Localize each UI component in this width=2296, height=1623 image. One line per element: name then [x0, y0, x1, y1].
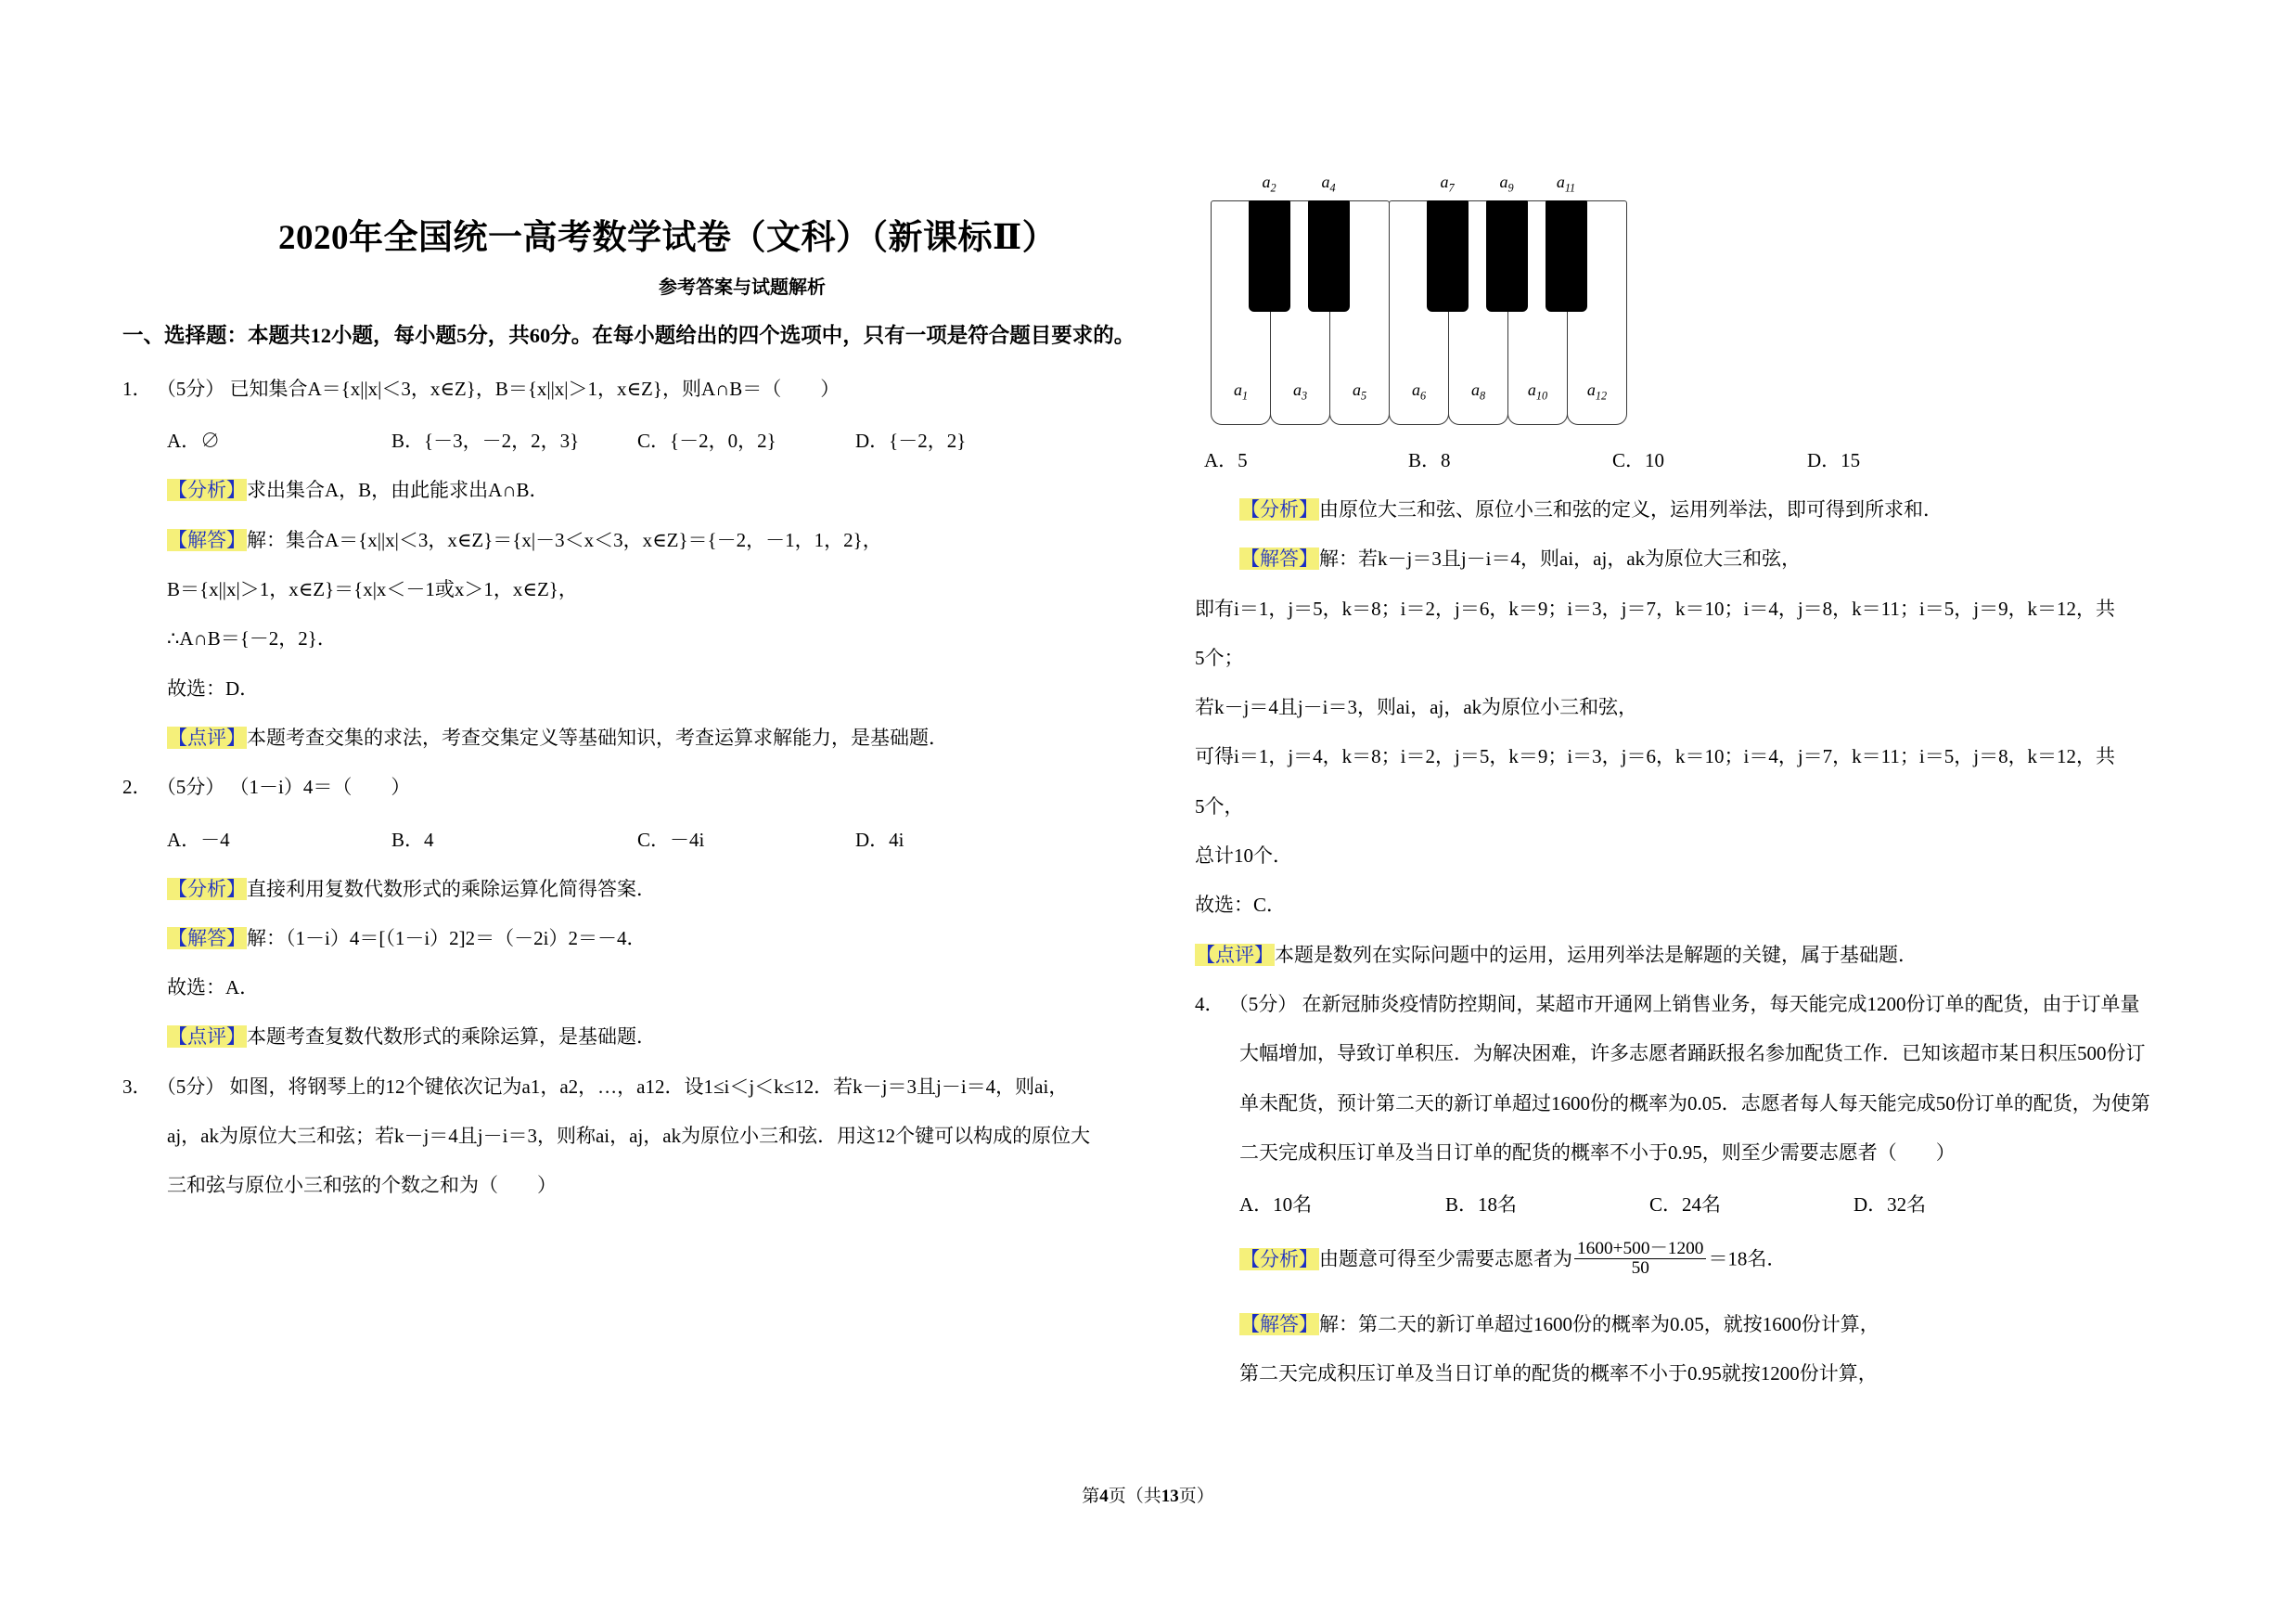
- option-label: B．: [1445, 1193, 1479, 1217]
- piano-black-key-a9: [1486, 200, 1528, 312]
- page-subtitle: 参考答案与试题解析: [659, 277, 826, 298]
- question-1-number: 1．: [122, 378, 152, 401]
- question-4-analysis: [1195, 1239, 2243, 1281]
- question-4-answer: [1195, 1312, 2243, 1337]
- footer-total-pages: 13: [1161, 1487, 1179, 1506]
- answer-text: 解：（1－i）4＝[（1－i）2]2＝（－2i）2＝－4．: [247, 926, 647, 949]
- option-text: －4i: [670, 828, 705, 851]
- question-1-option-b[interactable]: [391, 426, 579, 454]
- option-label: A．: [1204, 449, 1238, 471]
- fraction-denominator: 50: [1631, 1258, 1649, 1279]
- answer-text: 解：第二天的新订单超过1600份的概率为0.05，就按1600份计算，: [1319, 1312, 1879, 1335]
- answer-tag: 【解答】: [168, 528, 246, 551]
- option-label: D．: [1807, 449, 1841, 471]
- analysis-prefix: 由题意可得至少需要志愿者为: [1319, 1247, 1572, 1270]
- piano-key-label: $a_{10}$: [1527, 380, 1548, 403]
- question-4-stem-line3: 单未配货，预计第二天的新订单超过1600份的概率为0.05．志愿者每人每天能完成50份订单的配货，为使第: [1239, 1091, 2150, 1114]
- answer-text: 解：集合A＝{x||x|＜3，x∈Z}＝{x|－3＜x＜3，x∈Z}＝{－2，－1，1，2}，: [247, 528, 882, 551]
- question-1-eq1: A＝{x||x|＜3，x∈Z}: [307, 378, 476, 401]
- question-3-answer-line2: 即有i＝1，j＝5，k＝8；i＝2，j＝6，k＝9；i＝3，j＝7，k＝10；i＝4，j＝8，k＝11；i＝5，j＝9，k＝12，共: [1195, 597, 2116, 620]
- question-3-answer-line6: 5个，: [1195, 794, 1244, 818]
- question-2-analysis: [122, 877, 1152, 902]
- option-text: 10名: [1273, 1193, 1313, 1217]
- question-1-stem: [122, 377, 1152, 402]
- option-label: B．: [391, 430, 425, 453]
- analysis-tag: 【分析】: [1240, 1247, 1318, 1270]
- option-text: 8: [1441, 449, 1451, 471]
- piano-key-label: $a_1$: [1233, 380, 1249, 403]
- question-1-score: （5分）: [156, 378, 225, 401]
- comment-tag: 【点评】: [1196, 943, 1274, 966]
- piano-keyboard-figure: [1211, 165, 1637, 430]
- piano-key-label: $a_5$: [1352, 380, 1367, 403]
- option-label: C．: [637, 430, 671, 453]
- question-4-answer-line2: 第二天完成积压订单及当日订单的配货的概率不小于0.95就按1200份计算，: [1239, 1361, 1878, 1385]
- question-4-score: （5分）: [1228, 992, 1298, 1015]
- fraction-numerator: 1600+500－1200: [1574, 1240, 1706, 1259]
- question-3-answer-line8: 故选：C．: [1195, 894, 1287, 917]
- page-title: 2020年全国统一高考数学试卷（文科）（新课标Ⅱ）: [278, 219, 1058, 257]
- question-2-number: 2．: [122, 776, 152, 799]
- analysis-text: 由原位大三和弦、原位小三和弦的定义，运用列举法，即可得到所求和．: [1319, 498, 1943, 521]
- question-4-number: 4．: [1195, 992, 1225, 1015]
- page-footer: [0, 1482, 2296, 1507]
- analysis-text: 直接利用复数代数形式的乘除运算化简得答案．: [247, 877, 656, 900]
- question-4-option-a[interactable]: [1239, 1190, 1312, 1217]
- question-3-text: 如图，将钢琴上的12个键依次记为a1，a2，…，a12．设1≤i＜j＜k≤12．若k－j＝3且j－i＝4，则ai，: [229, 1075, 1069, 1098]
- question-2-option-b[interactable]: [391, 825, 434, 853]
- question-1-answer-line2: B＝{x||x|＞1，x∈Z}＝{x|x＜－1或x＞1，x∈Z}，: [167, 578, 578, 601]
- option-label: C．: [1649, 1193, 1683, 1217]
- analysis-tag: 【分析】: [168, 877, 246, 900]
- analysis-suffix: ＝18名．: [1708, 1247, 1787, 1270]
- comment-text: 本题考查交集的求法，考查交集定义等基础知识，考查运算求解能力，是基础题．: [247, 726, 948, 749]
- question-2-answer: [122, 926, 1152, 951]
- option-label: D．: [855, 828, 890, 851]
- option-text: 18名: [1478, 1193, 1518, 1217]
- section-heading: 一、选择题：本题共12小题，每小题5分，共60分。在每小题给出的四个选项中，只有一项是符合题目要求的。: [122, 324, 1135, 347]
- question-4-option-d[interactable]: [1853, 1190, 1926, 1217]
- question-2-expression: （1－i）4＝（ ）: [229, 776, 411, 799]
- footer-suffix: 页）: [1178, 1487, 1214, 1506]
- option-label: B．: [1408, 449, 1442, 471]
- option-text: 32名: [1887, 1193, 1927, 1217]
- question-4-options: [1195, 1190, 2243, 1217]
- left-column: [122, 323, 1152, 1223]
- footer-mid: 页（共: [1108, 1487, 1161, 1506]
- comment-tag: 【点评】: [168, 1025, 246, 1049]
- option-text: {－2，0，2}: [670, 430, 776, 453]
- analysis-tag: 【分析】: [168, 479, 246, 502]
- analysis-tag: 【分析】: [1240, 498, 1318, 521]
- comment-text: 本题是数列在实际问题中的运用，运用列举法是解题的关键，属于基础题．: [1275, 943, 1918, 966]
- piano-key-label: $a_8$: [1470, 380, 1486, 403]
- question-3-answer: [1195, 547, 2243, 572]
- question-2-option-a[interactable]: [167, 825, 230, 853]
- option-text: 10: [1645, 449, 1665, 471]
- piano-key-label: $a_6$: [1411, 380, 1427, 403]
- question-3-option-d[interactable]: [1807, 445, 1860, 473]
- option-label: A．: [167, 828, 201, 851]
- option-text: 15: [1841, 449, 1861, 471]
- option-text: 4: [424, 828, 434, 851]
- question-4-stem-line4: 二天完成积压订单及当日订单的配货的概率不小于0.95，则至少需要志愿者（ ）: [1239, 1140, 1956, 1164]
- option-label: D．: [1853, 1193, 1888, 1217]
- question-3-answer-line7: 总计10个．: [1195, 844, 1292, 868]
- answer-tag: 【解答】: [168, 926, 246, 949]
- question-3-answer-line5: 可得i＝1，j＝4，k＝8；i＝2，j＝5，k＝9；i＝3，j＝6，k＝10；i＝4，j＝7，k＝11；i＝5，j＝8，k＝12，共: [1195, 745, 2116, 768]
- question-1-answer-line3: ∴A∩B＝{－2，2}．: [167, 627, 337, 650]
- question-3-comment: [1195, 943, 2243, 968]
- comment-text: 本题考查复数代数形式的乘除运算，是基础题．: [247, 1025, 656, 1049]
- option-label: A．: [1239, 1193, 1274, 1217]
- right-column: [1195, 445, 2243, 1410]
- question-1-analysis: [122, 478, 1152, 503]
- piano-black-key-a11: [1546, 200, 1587, 312]
- question-3-answer-line4: 若k－j＝4且j－i＝3，则ai，aj，ak为原位小三和弦，: [1195, 696, 1638, 719]
- option-label: A．: [167, 430, 201, 453]
- comment-tag: 【点评】: [168, 726, 246, 749]
- option-text: 5: [1238, 449, 1248, 471]
- question-2-comment: [122, 1024, 1152, 1050]
- question-3-option-a[interactable]: [1204, 445, 1248, 473]
- piano-key-label: $a_3$: [1292, 380, 1308, 403]
- option-label: C．: [1612, 449, 1646, 471]
- question-1-eq2: B＝{x||x|＞1，x∈Z}: [494, 378, 662, 401]
- question-1-stem-a: 已知集合: [229, 378, 308, 401]
- question-1-comment: [122, 726, 1152, 751]
- option-text: {－2，2}: [889, 430, 967, 453]
- piano-black-label-a9: $a_9$: [1499, 173, 1514, 195]
- question-4-option-c[interactable]: [1649, 1190, 1721, 1217]
- question-2-score: （5分）: [156, 776, 225, 799]
- question-4-option-b[interactable]: [1445, 1190, 1517, 1217]
- piano-black-label-a7: $a_7$: [1440, 173, 1455, 195]
- question-1-sep1: ，: [475, 378, 495, 401]
- question-4-stem-line1: [1195, 992, 2243, 1017]
- footer-page-number: 4: [1099, 1487, 1109, 1506]
- answer-text: 解：若k－j＝3且j－i＝4，则ai，aj，ak为原位大三和弦，: [1319, 547, 1802, 571]
- option-text: 24名: [1682, 1193, 1722, 1217]
- question-2-options: [122, 825, 1152, 853]
- question-1-eq3: A∩B＝（ ）: [700, 378, 840, 401]
- question-3-stem-line3: 三和弦与原位小三和弦的个数之和为（ ）: [167, 1174, 557, 1197]
- piano-black-label-a2: $a_2$: [1262, 173, 1276, 195]
- question-4-stem-line2: 大幅增加，导致订单积压．为解决困难，许多志愿者踊跃报名参加配货工作．已知该超市某日积压500份订: [1239, 1042, 2146, 1065]
- question-3-option-b[interactable]: [1408, 445, 1451, 473]
- option-text: {－3，－2，2，3}: [424, 430, 580, 453]
- question-3-stem-line2: aj，ak为原位大三和弦；若k－j＝4且j－i＝3，则称ai，aj，ak为原位小三和弦．用这12个键可以构成的原位大: [167, 1124, 1091, 1147]
- piano-black-key-a2: [1249, 200, 1290, 312]
- answer-tag: 【解答】: [1240, 547, 1318, 571]
- question-1-option-d[interactable]: [855, 426, 966, 454]
- piano-black-key-a4: [1308, 200, 1350, 312]
- question-1-answer-line4: 故选：D．: [167, 676, 260, 700]
- option-text: 4i: [889, 828, 904, 851]
- volunteers-fraction: [1574, 1240, 1706, 1279]
- question-3-analysis: [1195, 497, 2243, 522]
- option-text: ∅: [200, 430, 221, 453]
- question-3-option-c[interactable]: [1612, 445, 1664, 473]
- option-label: D．: [855, 430, 890, 453]
- question-3-score: （5分）: [156, 1075, 225, 1098]
- piano-black-key-a7: [1427, 200, 1469, 312]
- answer-tag: 【解答】: [1240, 1312, 1318, 1335]
- question-4-text: 在新冠肺炎疫情防控期间，某超市开通网上销售业务，每天能完成1200份订单的配货，由于订单量: [1302, 992, 2140, 1015]
- option-text: －4: [200, 828, 230, 851]
- question-1-sep2: ，则: [661, 378, 701, 401]
- question-1-answer: [122, 528, 1152, 553]
- footer-prefix: 第: [1082, 1487, 1100, 1506]
- question-1-option-c[interactable]: [637, 426, 776, 454]
- question-3-options: [1195, 445, 2243, 473]
- piano-black-label-a4: $a_4$: [1321, 173, 1336, 195]
- piano-key-label: $a_{12}$: [1586, 380, 1608, 403]
- question-3-stem-line1: [122, 1075, 1152, 1100]
- question-3-number: 3．: [122, 1075, 152, 1098]
- question-1-option-a[interactable]: [167, 426, 220, 454]
- option-label: B．: [391, 828, 425, 851]
- piano-black-label-a11: $a_{11}$: [1556, 173, 1576, 195]
- question-2-answer-line2: 故选：A．: [167, 976, 260, 999]
- option-label: C．: [637, 828, 671, 851]
- question-3-answer-line3: 5个；: [1195, 646, 1244, 669]
- question-2-option-c[interactable]: [637, 825, 704, 853]
- question-2-option-d[interactable]: [855, 825, 904, 853]
- question-1-options: [122, 426, 1152, 454]
- analysis-text: 求出集合A，B，由此能求出A∩B．: [247, 479, 549, 502]
- question-2-stem: [122, 775, 1152, 800]
